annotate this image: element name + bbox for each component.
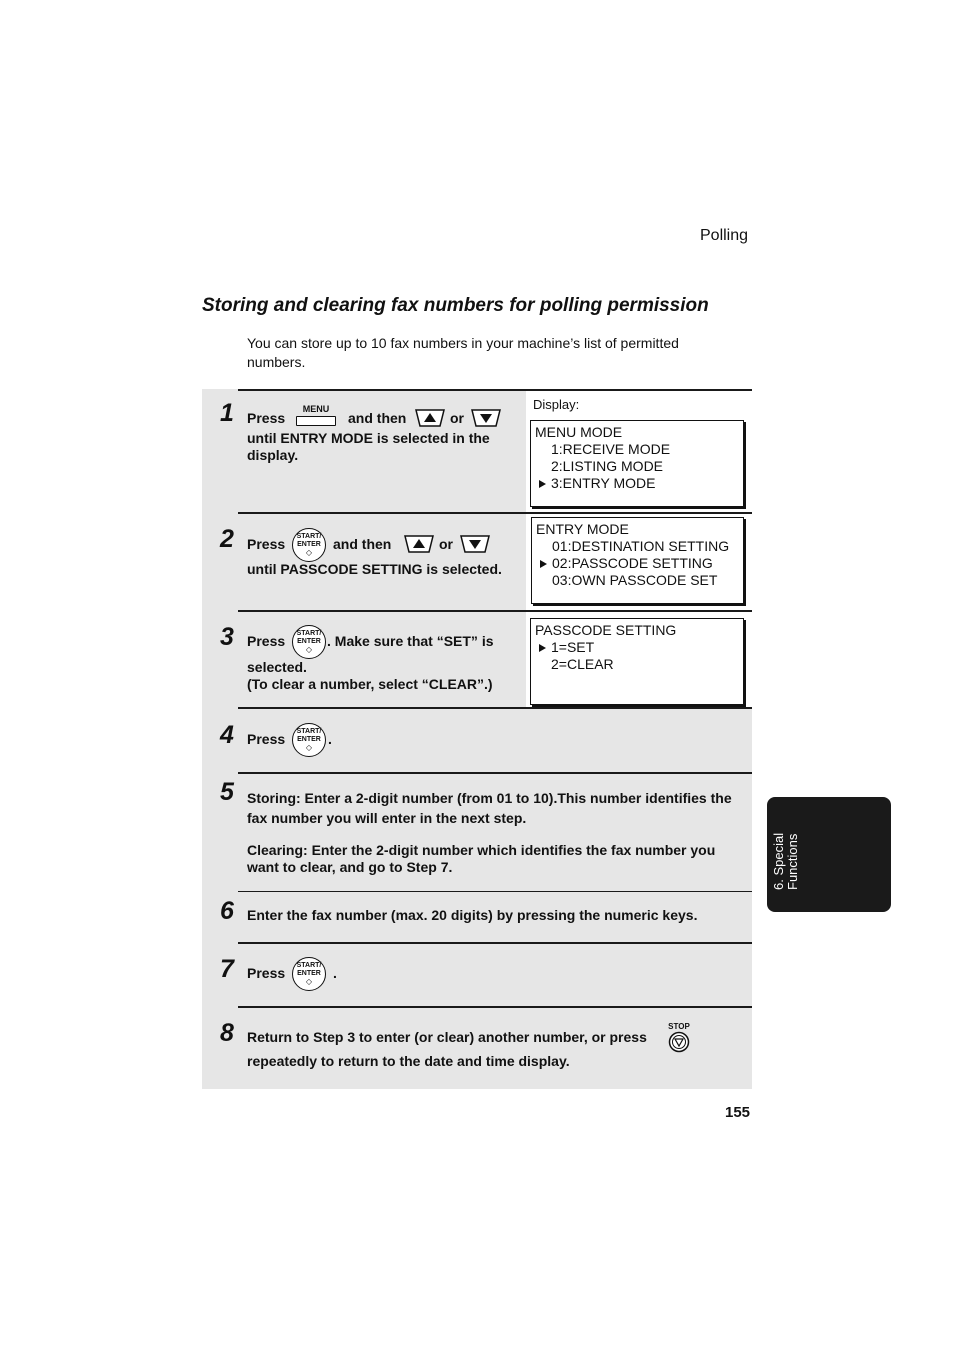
- step-text: Enter the fax number (max. 20 digits) by pressing the numeric keys.: [247, 907, 698, 923]
- step-text: and then: [348, 410, 407, 426]
- lcd-display-2: [531, 517, 744, 604]
- step-text: and then: [333, 536, 392, 552]
- stop-key-label: STOP: [668, 1022, 690, 1031]
- down-arrow-key-icon: [470, 408, 502, 428]
- lcd-line: 01:DESTINATION SETTING: [552, 538, 730, 554]
- step-text: until PASSCODE SETTING is selected.: [247, 561, 502, 577]
- lcd-line: 03:OWN PASSCODE SET: [552, 572, 718, 588]
- rule-5: [238, 891, 752, 892]
- lcd-display-3: [530, 618, 744, 705]
- start-enter-key-icon: START/ ENTER ◇: [292, 723, 326, 757]
- down-arrow-key-icon: [459, 534, 491, 554]
- menu-key-label: MENU: [302, 404, 330, 414]
- steps-panel: [202, 389, 752, 1089]
- step-text: repeatedly to return to the date and time display.: [247, 1053, 570, 1069]
- step-text: until ENTRY MODE is selected in the display.: [247, 430, 490, 463]
- lcd-line: 1:RECEIVE MODE: [551, 441, 671, 457]
- step-text: Press: [247, 536, 286, 552]
- rule-3: [238, 707, 752, 709]
- step-text: Clearing: Enter the 2-digit number which identifies the fax number you want to clear, and go to Step 7.: [247, 842, 716, 875]
- step-text: Return to Step 3 to enter (or clear) another number, or press: [247, 1029, 647, 1045]
- lcd-line: 2=CLEAR: [551, 656, 614, 672]
- lcd-display-1: [530, 420, 744, 507]
- step-number: 3: [220, 623, 234, 651]
- step-text: (To clear a number, select “CLEAR”.): [247, 676, 493, 692]
- step-text: .: [328, 731, 332, 747]
- lcd-line: 2:LISTING MODE: [551, 458, 664, 474]
- up-arrow-key-icon: [414, 408, 446, 428]
- stop-key-icon: [666, 1022, 692, 1054]
- step-text: or: [439, 536, 453, 552]
- step-text: Press: [247, 965, 286, 981]
- lcd-line: ENTRY MODE: [536, 521, 629, 537]
- lcd-line-selected: 1=SET: [535, 639, 739, 656]
- start-enter-key-icon: START/ ENTER ◇: [292, 625, 326, 659]
- rule-4: [238, 772, 752, 774]
- step-text: Press: [247, 731, 286, 747]
- step-text: selected.: [247, 659, 307, 675]
- step-text: Press: [247, 410, 286, 426]
- lcd-line-selected: 3:ENTRY MODE: [535, 475, 739, 492]
- section-header: Polling: [700, 227, 749, 244]
- step-text: . Make sure that “SET” is: [327, 633, 494, 649]
- rule-7: [238, 1006, 752, 1008]
- page-number: 155: [725, 1104, 751, 1121]
- up-arrow-key-icon: [403, 534, 435, 554]
- step-text: Press: [247, 633, 286, 649]
- step-text: or: [450, 410, 464, 426]
- lcd-line: PASSCODE SETTING: [535, 622, 677, 638]
- lcd-line-selected: 02:PASSCODE SETTING: [536, 555, 739, 572]
- display-label: Display:: [533, 397, 580, 412]
- page-title: Storing and clearing fax numbers for polling permission: [202, 295, 709, 316]
- step-number: 4: [220, 721, 234, 749]
- step-number: 7: [220, 955, 234, 983]
- step-text: Storing: Enter a 2-digit number (from 01 to 10).This number identifies the fax number you will enter in the next step.: [247, 790, 732, 826]
- step-number: 8: [220, 1019, 234, 1047]
- step-number: 6: [220, 897, 234, 925]
- chapter-tab-label: 6. Special Functions: [771, 832, 800, 890]
- intro-text: You can store up to 10 fax numbers in your machine’s list of permitted numbers.: [247, 335, 679, 370]
- start-enter-key-icon: START/ ENTER ◇: [292, 528, 326, 562]
- step-number: 2: [220, 525, 234, 553]
- menu-key-icon: [296, 404, 336, 430]
- lcd-line: MENU MODE: [535, 424, 623, 440]
- start-enter-key-icon: START/ ENTER ◇: [292, 957, 326, 991]
- rule-6: [238, 942, 752, 944]
- step-text: .: [333, 965, 337, 981]
- step-number: 5: [220, 778, 234, 806]
- step-number: 1: [220, 399, 234, 427]
